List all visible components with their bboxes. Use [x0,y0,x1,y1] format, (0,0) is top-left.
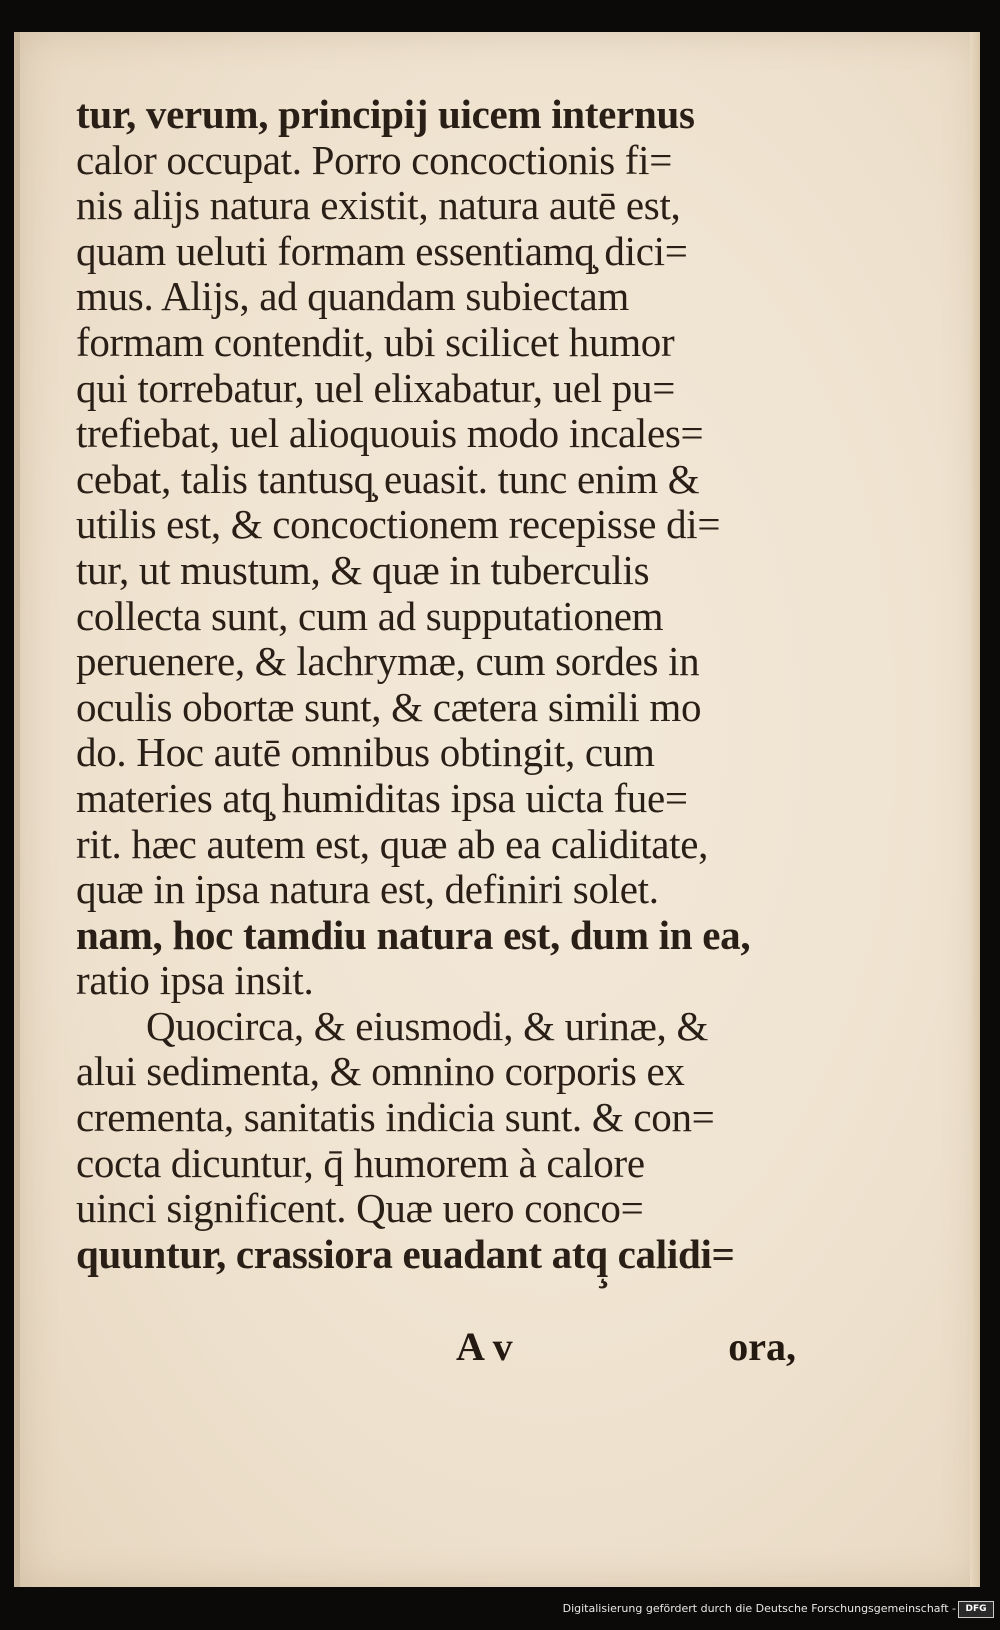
text-line-17: rit. hæc autem est, quæ ab ea caliditate, [76,820,709,867]
text-line-1: tur, verum, principij uicem internus [76,91,695,137]
dfg-logo: DFG [958,1601,994,1618]
text-line-11: tur, ut mustum, & quæ in tuberculis [76,546,650,593]
text-line-2: calor occupat. Porro concoctionis fi= [76,136,673,183]
signature-mark: A v [456,1324,513,1369]
text-line-14: oculis obortæ sunt, & cætera simili mo [76,683,702,730]
text-line-25: uinci significent. Quæ uero conco= [76,1185,644,1232]
text-line-15: do. Hoc autē omnibus obtingit, cum [76,729,655,776]
text-line-13: peruenere, & lachrymæ, cum sordes in [76,638,700,685]
text-line-12: collecta sunt, cum ad supputationem [76,592,664,639]
text-line-20: ratio ipsa insit. [76,957,314,1004]
text-line-6: formam contendit, ubi scilicet humor [76,318,675,365]
text-line-10: utilis est, & concoctionem recepisse di= [76,501,721,548]
text-line-18: quæ in ipsa natura est, definiri solet. [76,866,659,913]
text-line-23: crementa, sanitatis indicia sunt. & con= [76,1094,715,1141]
text-line-4: quam ueluti formam essentiamq̧ dici= [76,227,688,274]
body-text [76,92,796,1277]
text-line-5: mus. Alijs, ad quandam subiectam [76,273,629,320]
text-line-3: nis alijs natura existit, natura autē est, [76,182,681,229]
page-edge [970,32,980,1587]
text-line-7: qui torrebatur, uel elixabatur, uel pu= [76,364,676,411]
book-page [14,32,980,1587]
text-line-26: quuntur, crassiora euadant atq̧ calidi= [76,1230,735,1277]
funding-credit: Digitalisierung gefördert durch die Deutsche Forschungsgemeinschaft - [562,1602,956,1615]
catchword: ora, [728,1324,796,1369]
text-line-24: cocta dicuntur, q̄ humorem à calore [76,1139,645,1186]
text-line-19: nam, hoc tamdiu natura est, dum in ea, [76,911,751,958]
text-line-16: materies atq̧ humiditas ipsa uicta fue= [76,774,688,821]
text-line-22: alui sedimenta, & omnino corporis ex [76,1048,685,1095]
text-line-21: Quocirca, & eiusmodi, & urinæ, & [146,1002,709,1049]
signature-line [76,1324,796,1370]
text-line-8: trefiebat, uel alioquouis modo incales= [76,410,704,457]
text-line-9: cebat, talis tantusq̧ euasit. tunc enim & [76,455,700,502]
footer-bar [0,1598,1000,1630]
